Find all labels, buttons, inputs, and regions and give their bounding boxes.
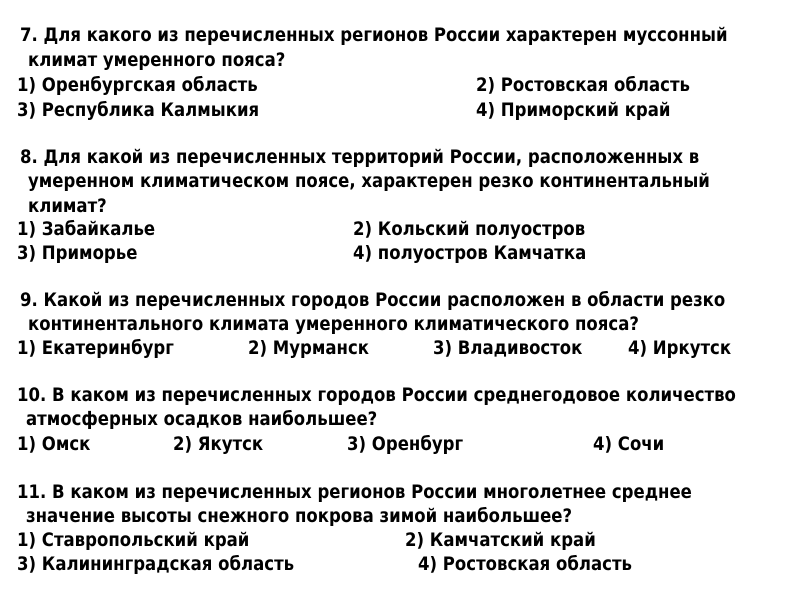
question-7-text-line-2: климат умеренного пояса? [28, 49, 286, 71]
question-11-text-line-2: значение высоты снежного покрова зимой наибольшее? [26, 505, 573, 527]
question-10-option-4: 4) Сочи [593, 433, 665, 455]
question-9-text-line-2: континентального климата умеренного климатического пояса? [28, 313, 639, 335]
question-7-option-2: 2) Ростовская область [476, 74, 691, 96]
question-8-option-1: 1) Забайкалье [17, 218, 156, 240]
question-9-option-1: 1) Екатеринбург [17, 337, 174, 359]
question-7-option-1: 1) Оренбургская область [17, 74, 258, 96]
question-11-option-2: 2) Камчатский край [405, 529, 596, 551]
question-8-option-2: 2) Кольский полуостров [353, 218, 586, 240]
question-10-option-2: 2) Якутск [173, 433, 264, 455]
question-7-text-line-1: 7. Для какого из перечисленных регионов России характерен муссонный [20, 24, 728, 46]
question-11-option-1: 1) Ставропольский край [17, 529, 250, 551]
question-11-text-line-1: 11. В каком из перечисленных регионов России многолетнее среднее [17, 481, 692, 503]
question-9-option-4: 4) Иркутск [628, 337, 732, 359]
question-7-option-4: 4) Приморский край [476, 99, 671, 121]
question-10-text-line-1: 10. В каком из перечисленных городов России среднегодовое количество [17, 384, 736, 406]
question-7-option-3: 3) Республика Калмыкия [17, 99, 260, 121]
question-8-option-4: 4) полуостров Камчатка [353, 242, 587, 264]
question-10-text-line-2: атмосферных осадков наибольшее? [26, 408, 378, 430]
question-10-option-1: 1) Омск [17, 433, 91, 455]
question-8-text-line-3: климат? [28, 195, 107, 217]
question-11-option-4: 4) Ростовская область [418, 553, 633, 575]
question-8-text-line-2: умеренном климатическом поясе, характерен резко континентальный [28, 170, 710, 192]
question-11-option-3: 3) Калининградская область [17, 553, 295, 575]
question-9-option-3: 3) Владивосток [433, 337, 583, 359]
question-9-option-2: 2) Мурманск [248, 337, 369, 359]
question-10-option-3: 3) Оренбург [347, 433, 464, 455]
question-9-text-line-1: 9. Какой из перечисленных городов России расположен в области резко [20, 289, 726, 311]
question-8-option-3: 3) Приморье [17, 242, 138, 264]
question-8-text-line-1: 8. Для какой из перечисленных территорий России, расположенных в [20, 146, 700, 168]
